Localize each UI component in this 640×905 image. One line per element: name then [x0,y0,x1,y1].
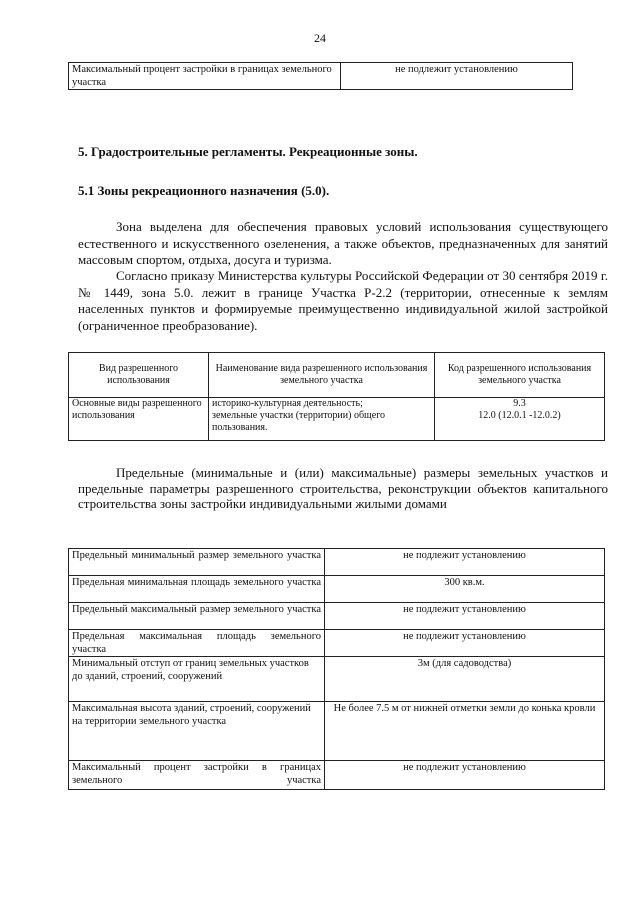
parameter-value: не подлежит установлению [325,761,605,790]
table-row [69,63,573,90]
table-row [69,761,605,790]
permitted-use-table [68,352,605,441]
use-code-cell [435,398,605,441]
parameter-value: не подлежит установлению [341,63,573,90]
parameter-label: Максимальная высота зданий, строений, сооружений на территории земельного участка [69,702,325,761]
parameter-value: 300 кв.м. [325,576,605,603]
parameter-label: Предельный максимальный размер земельного участка [69,603,325,630]
table-row [69,576,605,603]
parameter-label: Предельный минимальный размер земельного участка [69,549,325,576]
use-name-line: историко-культурная деятельность; [212,398,363,409]
parameter-label: Предельная максимальная площадь земельного участка [69,630,325,657]
parameter-label: Минимальный отступ от границ земельных участков до зданий, строений, сооружений [69,657,325,702]
table-row [69,630,605,657]
table-row [69,398,605,441]
table-header-row [69,353,605,398]
top-parameter-table [68,62,573,90]
table-row [69,702,605,761]
order-reference-paragraph: Согласно приказу Министерства культуры Российской Федерации от 30 сентября 2019 г. № 1449, зона 5.0. лежит в границе Участка Р-2.2 (территории, отнесенные к землям населенных пунктов и формируемые преимущественно индивидуальной жилой застройкой (ограниченное преобразование). [78,268,608,333]
page-number: 24 [314,31,326,45]
table-row [69,657,605,702]
use-name-cell [209,398,435,441]
subsection-heading: 5.1 Зоны рекреационного назначения (5.0). [78,183,330,198]
limits-title: Предельные (минимальные и (или) максимальные) размеры земельных участков и предельные параметры разрешенного строительства, реконструкции объектов капитального строительства зоны застройки индивидуальными жилыми домами [78,465,608,511]
parameter-label: Максимальный процент застройки в границах земельного участка [69,63,341,90]
use-code-line: 12.0 (12.0.1 -12.0.2) [478,410,561,421]
use-code-line: 9.3 [513,398,526,409]
parameter-value: 3м (для садоводства) [325,657,605,702]
column-header: Вид разрешенного использования [69,353,209,398]
section-heading: 5. Градостроительные регламенты. Рекреационные зоны. [78,144,418,159]
use-type-cell: Основные виды разрешенного использования [69,398,209,441]
use-name-line: земельные участки (территории) общего пользования. [212,410,386,433]
parameter-value: не подлежит установлению [325,603,605,630]
table-row [69,603,605,630]
parameter-value: Не более 7.5 м от нижней отметки земли до конька кровли [325,702,605,761]
parameter-value: не подлежит установлению [325,549,605,576]
zone-description-paragraph: Зона выделена для обеспечения правовых условий использования существующего естественного и искусственного озеленения, а также объектов, предназначенных для занятий массовым спортом, отдыха, досуга и туризма. [78,219,608,267]
parameter-label: Максимальный процент застройки в границах земельного участка [69,761,325,790]
parameter-value: не подлежит установлению [325,630,605,657]
column-header: Наименование вида разрешенного использования земельного участка [209,353,435,398]
column-header: Код разрешенного использования земельного участка [435,353,605,398]
table-row [69,549,605,576]
parameter-label: Предельная минимальная площадь земельного участка [69,576,325,603]
limits-parameters-table [68,548,605,790]
